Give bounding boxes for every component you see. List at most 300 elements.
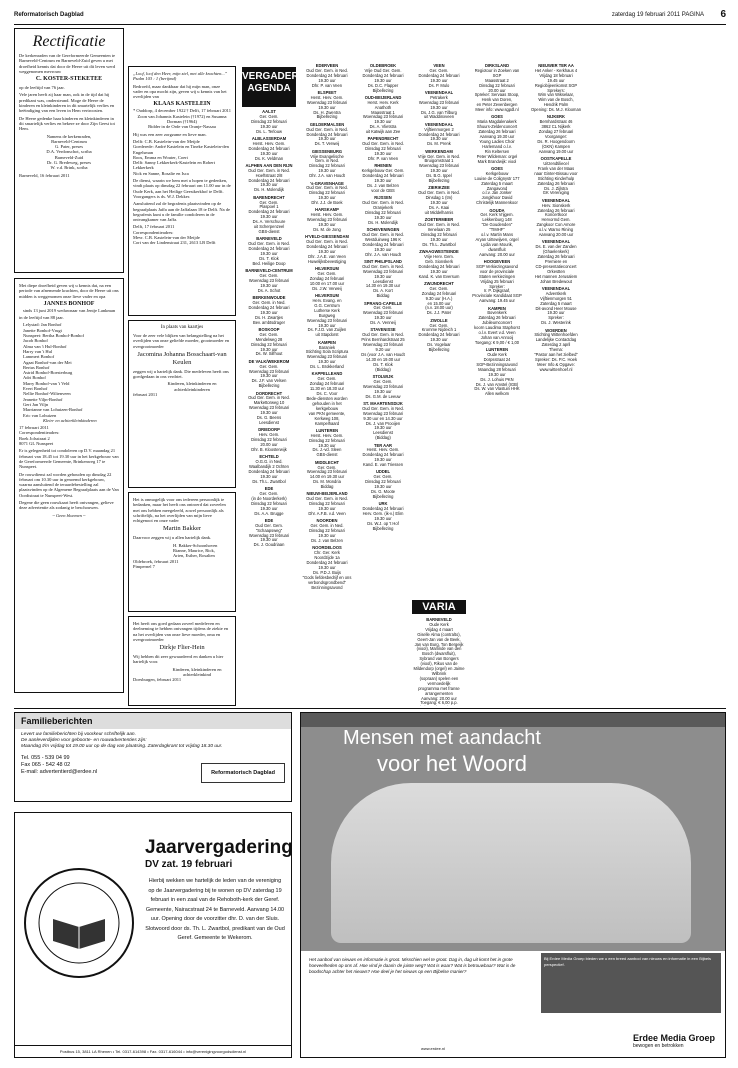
age: in de leeftijd van 88 jaar. — [19, 315, 64, 321]
entry-line: Thema: — [549, 347, 563, 353]
entry-line: Zondag 24 februari — [309, 275, 345, 281]
entry-line: 19.30 uur — [374, 273, 392, 279]
agenda-entry — [412, 186, 466, 215]
entry-line: Oud Ger. Gem. in Ned. — [362, 141, 404, 147]
entry-line: Jubileumconcert — [482, 320, 512, 326]
lead: De kerkenraden van de Gereformeerde Gemeenten te Barneveld-Centrum en Barneveld-Zuid geven u met droefheid kennis dat door de Heere uit dit leven werd weggenomen mevrouw — [19, 53, 116, 74]
entry-line: 19.30 uur — [430, 337, 448, 343]
entry-place: LUNTEREN — [315, 427, 339, 433]
date: februari 2011 — [133, 392, 158, 398]
entry-line: Oud Ger. Gem. in Ned. — [418, 190, 460, 196]
entry-line: 19.30 uur — [430, 200, 448, 206]
text3: De dienst, waarin we hem met u hopen te gedenken, vindt plaats op dinsdag 22 februari om 11.00 uur in de Oude Kerk, aan het Heilige Geestkerkhof te Delft. Voorgangers is ds. W.J. Dekker. — [133, 178, 231, 199]
entry-line: 19.30 uur — [260, 150, 278, 156]
entry-line: Ds. J.G. van Tilburg — [421, 109, 457, 115]
entry-line: Ds. H. Molendijk — [254, 187, 284, 193]
entry-line: Anathoth — [374, 104, 392, 110]
entry-line: 19.30 uur — [260, 214, 278, 220]
entry-line: "Schaapsweg" — [255, 527, 283, 533]
publication-name: Reformatorisch Dagblad — [14, 12, 84, 18]
agenda-entry — [242, 110, 296, 135]
entry-line: Dinsdag 22 februari — [309, 190, 345, 196]
entry-line: voor de GBS — [371, 187, 395, 193]
entry-line: (Ghaelenkerk) — [543, 249, 569, 255]
address: Correspondentieadres: Mevr. C.B. Kastelein-van der Meijde Cort van der Lindenstraat 231, 2613 LB Delft — [133, 229, 216, 246]
entry-line: Ds. M. Prenk — [427, 141, 451, 147]
no-flowers: ~ Geen bloemen ~ — [52, 512, 86, 518]
place: Barneveld, 16 februari 2011 — [19, 172, 70, 178]
entry-line: Woensdag 23 februari — [306, 354, 348, 360]
text: Vele jaren heeft zij haar man, ook in de tijd dat hij predikant was, ondersteund. Moge de Heere de kinderen en kleinkinderen in dit smartelijk verlies en beëindiging van een leven in Hem vertroosten. — [19, 92, 115, 114]
entry-line: 19.30 uur — [318, 249, 336, 255]
entry-line: 19.30 uur — [318, 506, 336, 512]
entry-line: Aanvang 19.30 uur — [479, 134, 515, 140]
entry-place: NOORDEN — [316, 518, 338, 524]
entry-line: Opening: Ds. M.J. Klooman — [530, 107, 582, 113]
entry-place: BARENDRECHT — [253, 194, 285, 200]
entry-line: Ger. Gem. — [259, 363, 279, 369]
page-number: 6 — [720, 9, 726, 20]
entry-line: Gem. in Ned. — [314, 158, 340, 164]
entry-line: Ger. Gem. — [259, 113, 279, 119]
entry-line: 20.00 uur — [260, 442, 278, 447]
entry-line: "De Goudenden" — [481, 222, 513, 228]
entry-line: Zaterdag 26 februari — [537, 180, 575, 186]
deceased-name: JANNES BONHOF — [43, 300, 95, 307]
quote: „Loof, loof den Heer, mijn ziel, met alle krachten...” Psalm 103 : 1 (berijmd) — [133, 71, 228, 82]
entry-line: 19.30 uur — [374, 484, 392, 490]
entry-line: 19.30 uur — [318, 564, 336, 570]
agenda-entry — [242, 519, 296, 548]
entry-line: Louise de Colignystr 177 — [474, 175, 520, 181]
entry-line: Zondag 24 februari — [309, 381, 345, 387]
text: Voor de zeer vele blijken van belangstelling na het overlijden van onze geliefde moeder, grootmoeder en overgrootmoeder — [133, 333, 230, 349]
entry-line: GBS-dienst — [258, 229, 280, 235]
entry-line: Herst. Herv. Gem. — [252, 140, 286, 146]
erdee-logo — [633, 1033, 715, 1049]
entry-line: Ds. R. Hoogendoorn — [537, 138, 575, 144]
jaarvergadering-ad — [14, 812, 292, 1058]
entry-line: Zaterdag 26 februari — [478, 129, 516, 135]
entry-line: Wim van Wikselaar, — [538, 92, 574, 98]
agenda-entry — [300, 341, 354, 370]
entry-place: VEENENDAAL — [541, 239, 571, 245]
agenda-column-1 — [242, 110, 296, 706]
entry-line: Orkestten — [547, 268, 565, 274]
entry-line: Ds. M. de Jong — [313, 227, 341, 233]
entry-line: Dhr. P. van Veen — [311, 82, 343, 88]
entry-line: uit Waddinxveen — [423, 114, 455, 120]
entry-line: (Biddag) — [375, 435, 391, 441]
entry-line: Ds. T. Klok — [373, 361, 393, 367]
email[interactable]: E-mail: advertentierd@erdee.nl — [21, 769, 98, 775]
entry-line: koorn Laudima Staphorst — [474, 325, 520, 331]
agenda-entry — [470, 348, 524, 397]
entry-line: Bijbellezing — [258, 383, 280, 389]
entry-line: 19.30 uur — [374, 119, 392, 125]
entry-line: Oud Ger. Gem. in Ned. — [306, 185, 348, 191]
entry-place: BOSKOOP — [258, 326, 280, 332]
spouse: Zoon van Johannis Kastelein (†1972) en Susanna Dorman (†1964) Bidder in de Orde van Oranje-Nassau — [137, 113, 227, 130]
entry-line: Johan van Anrooij — [480, 334, 514, 340]
agenda-entry — [356, 375, 410, 400]
family: Delft: C.B. Kastelein-van der Meijde Goederede: André Kastelein en Tineke Kastelein-den Engelsman Roos, Emma en Wouter, Coert Delft: Sanny Lekkerkerk-Kastelein en Robert Lekkerkerk Nick en Sanne, Rosalie en Isca — [133, 138, 229, 176]
entry-place: H'VELD-GIESSENDAM — [305, 234, 349, 240]
entry-line: 19.30 uur — [318, 195, 336, 201]
entry-line: "Pastor aan het zielbed" — [534, 352, 578, 358]
entry-line: Ds. P.D.J. Buijs — [313, 569, 341, 575]
ad-banner — [301, 713, 725, 727]
jv-title: Jaarvergadering — [145, 837, 293, 858]
entry-line: Aanvang: 20.00 uur — [421, 695, 457, 701]
entry-line: Oud Ger. Gem. in Ned. — [306, 126, 348, 132]
entry-line: Oud Ger. Gem. in Ned. — [362, 405, 404, 411]
entry-line: 14.00 en 19.30 uur — [309, 474, 345, 480]
entry-line: Dinsdag 1 (tm) — [425, 195, 453, 201]
entry-line: Donderdag 24 februari — [306, 131, 348, 137]
entry-line: 19.30 uur — [430, 77, 448, 83]
entry-place: ZWAAGWESTEINDE — [419, 249, 459, 255]
entry-line: Maandag 28 februari — [478, 366, 516, 372]
agenda-entry — [356, 470, 410, 499]
entry-place: GIESSENBURG — [311, 148, 343, 154]
entry-line: "TIMHF" — [489, 227, 505, 233]
entry-line: 19.30 uur — [260, 282, 278, 288]
entry-line: Donderdag 24 februari — [362, 173, 404, 179]
entry-line: Adventkerk — [545, 290, 567, 296]
agenda-entry — [356, 444, 410, 469]
entry-line: 19.30 uur — [260, 309, 278, 315]
entry-line: 19.30 uur — [318, 322, 336, 328]
entry-line: Oud Ger. Gem. in Ned. — [362, 200, 404, 206]
entry-line: Zaterdag 5 maart — [481, 180, 513, 186]
agenda-entry — [300, 294, 354, 338]
entry-line: Oud Ger. Gem. in Ned. — [306, 67, 348, 73]
entry-line: Ds. Th.L. Zwartbol — [252, 478, 286, 484]
entry-place: VEENENDAAL — [424, 121, 454, 127]
entry-line: Ger. Kerk Vrijgem. — [480, 212, 514, 218]
entry-line: en Peter Zevenbergen — [476, 102, 518, 108]
entry-line: Vrijdag 4 maart — [425, 626, 453, 632]
thanks-flier — [128, 616, 236, 706]
entry-line: 19.30 uur — [260, 182, 278, 188]
entry-line: Ds. T. Verweij — [314, 141, 340, 147]
entry-line: Kand. K. van Eversum — [418, 273, 460, 279]
entry-line: 14.30 en 19.00 uur — [365, 356, 401, 362]
entry-place: ALBLASSERDAM — [251, 135, 287, 141]
entry-place: RHENEN — [374, 163, 392, 169]
entry-line: Young Ladies Choir — [479, 138, 515, 144]
entry-line: o.l.v. Jan Jonker — [482, 190, 512, 196]
entry-place: EDERVEEN — [315, 64, 339, 68]
entry-line: Kerkgebouw Ger. Gem. — [361, 168, 405, 174]
entry-line: Meer info: www.sgpdl.nl — [475, 107, 519, 113]
agenda-entry — [300, 182, 354, 207]
entry-line: Prins Bernhardstraat 25 — [361, 337, 405, 343]
agenda-entry — [470, 209, 524, 258]
age: op de leeftijd van 76 jaar. — [19, 85, 65, 91]
signers: Barneveld-Centrum G. Pater, preses D.A. Verdonschot, scriba Barneveld-Zuid Dr. G. Bredeweg, preses W. v.d. Brink, scriba — [46, 138, 92, 171]
entry-line: Bede-diensten worden — [306, 396, 348, 401]
entry-line: Bijbellezing — [372, 525, 394, 531]
entry-line: Donderdag 24 februari — [418, 332, 460, 338]
entry-line: Dinsdag 22 februari — [309, 163, 345, 169]
entry-line: Ds. A. Kort — [373, 288, 393, 294]
entry-line: Donderdag 24 februari — [418, 263, 460, 269]
entry-line: Donderdag 24 februari — [248, 246, 290, 252]
entry-line: (viool), Rikus van de — [420, 661, 458, 667]
entry-line: Ger. Gem. — [317, 271, 337, 277]
entry-place: GOES — [491, 114, 503, 120]
entry-place: VEENENDAAL — [541, 285, 571, 291]
text2: zeggen wij u hartelijk dank. Die medeleven heeft ons goedgedaan in ons verdriet. — [133, 368, 229, 380]
entry-line: Oud Ger. Gem. in Ned. — [306, 496, 348, 502]
entry-line: Aryan Uittewijven, orgel — [475, 236, 519, 242]
entry-line: Voorganger: — [544, 134, 568, 140]
born: * Ouddorp, 4 december 1922 — [133, 108, 186, 114]
entry-line: Zaterdag 26 februari — [537, 254, 575, 260]
entry-line: Ds. J. Goudriaan — [253, 542, 285, 548]
text2: Daarvoor zeggen wij u allen hartelijk dank. — [133, 535, 212, 541]
entry-line: Dit-avond Heer Mouse — [535, 305, 577, 311]
agenda-entry — [242, 164, 296, 193]
entry-place: BERKENWOUDE — [252, 295, 286, 301]
jv-footer: Postbus 15, 3811 LA Rhenen • Tel. 0317-614398 • Fax. 0317-616044 • info@verenigingvoorgodsdienst.nl — [15, 1045, 291, 1057]
agenda-entry — [528, 64, 584, 113]
entry-line: Regiotour in Zoeken van SGP — [474, 67, 520, 78]
entry-line: Dhr. P. van Veen — [367, 156, 399, 162]
entry-line: Dinsdag 22 februari — [251, 118, 287, 124]
entry-line: van PKN gemeente, — [308, 410, 346, 416]
entry-line: voor de provinciale — [479, 268, 515, 274]
entry-line: (Biddag) — [375, 366, 391, 372]
entry-line: Biddag — [320, 484, 334, 490]
agenda-entry — [356, 328, 410, 372]
entry-line: Ir. P. Dijkgraaf, — [483, 288, 511, 294]
entry-line: Woensdag 23 februari — [306, 99, 348, 105]
entry-line: Ds. Vogelaar — [427, 342, 451, 348]
entry-line: Woensdag 23 februari — [248, 405, 290, 411]
entry-line: Sprekers: — [547, 87, 565, 93]
entry-line: Woensdag 23 februari — [418, 99, 460, 105]
phone: Tel. 055 - 539 04 99 — [21, 755, 70, 761]
entry-place: GELDERMALSEN — [309, 121, 345, 127]
entry-line: Donderdag 24 februari — [248, 209, 290, 215]
entry-line: Ds. T. Klok — [259, 255, 279, 261]
entry-place: URK — [378, 501, 388, 507]
agenda-entry — [356, 96, 410, 135]
entry-line: Dorpsstraat 24 — [483, 357, 511, 362]
entry-line: o.l.v. Evert v.d. Veen — [478, 330, 516, 336]
entry-line: Ds. A. Vlietstra — [369, 124, 397, 130]
entry-line: Spreker: — [548, 315, 564, 321]
entry-line: Ds. A. Verschuure — [252, 219, 286, 225]
entry-line: Dhr. J.J. de Boek — [311, 200, 343, 206]
entry-place: AALST — [262, 110, 276, 114]
entry-line: Woensdag 23 februari — [248, 368, 290, 374]
entry-line: Waalbandijk 2 Ochten — [249, 464, 289, 470]
agenda-entry — [412, 91, 466, 120]
agenda-entry — [242, 328, 296, 357]
entry-line: Dinsdag 22 februari — [251, 437, 287, 443]
entry-line: 14.30 en 19.30 uur — [365, 283, 401, 289]
sign: Kinderen, kleinkinderen en achterkleinkind — [172, 666, 222, 678]
entry-line: Herst. Herv. Gem. — [310, 94, 344, 100]
entry-line: Aanvang 20.00 uur — [538, 232, 574, 238]
entry-place: GOUDA — [489, 207, 505, 213]
entry-line: GBS-dienst — [316, 452, 338, 458]
entry-line: Dinsdag 22 februari — [309, 528, 345, 534]
entry-line: Bed. Heilige Doop — [252, 260, 286, 266]
entry-line: Dhr. J.A. van Houdt — [309, 173, 345, 179]
entry-line: Woensdag 23 februari — [362, 410, 404, 416]
entry-line: Zaterdag 26 februari — [537, 207, 575, 213]
entry-place: STOLWIJK — [372, 373, 394, 379]
place: Oldebroek, februari 2011 Pimpernel 7 — [133, 558, 179, 569]
text2: De Heere gedenke haar kinderen en kleinkinderen in dit smartelijk verlies en bekere ze door Zijn Geest tot Hem. — [19, 115, 115, 132]
entry-line: Ds. W.J. op 't Hof — [367, 520, 399, 526]
entry-line: Premiere en — [544, 259, 568, 264]
entry-line: Ds. K. Veldman — [254, 155, 284, 161]
agenda-entry — [242, 269, 296, 294]
entry-line: Zangavond — [486, 185, 508, 191]
entry-line: Ger. Gem. — [317, 464, 337, 470]
entry-line: Allen welkom — [484, 391, 510, 397]
entry-line: 19.45 uur — [547, 77, 565, 83]
open-bible-image — [331, 783, 691, 943]
entry-line: Ds. J. Westerink — [541, 320, 571, 326]
entry-line: Zaterdag 26 februari — [478, 315, 516, 321]
agenda-entry — [528, 115, 584, 154]
entry-line: Ger. Gem. — [373, 474, 393, 480]
entry-line: Oud Ger. Gem. in Ned. — [248, 167, 290, 173]
entry-line: Dinsdag 22 februari — [309, 501, 345, 507]
entry-line: Dinsdag 22 februari — [365, 479, 401, 485]
entry-place: EDE — [264, 517, 274, 523]
entry-line: Maasstraat 2 — [485, 77, 509, 83]
entry-line: 19.30 uur — [374, 178, 392, 184]
entry-line: Zaterdag 5 maart — [540, 300, 572, 306]
sign: Kinderen, kleinkinderen en achterkleinkinderen — [167, 381, 217, 392]
entry-line: Jan van Burg, Ton Bergeijk — [414, 641, 464, 647]
entry-line: programma met franse arrangementen — [418, 685, 460, 696]
entry-line: Donderdag 24 februari — [248, 177, 290, 183]
entry-place: NIJKERK — [547, 114, 565, 120]
entry-place: PAPENDRECHT — [367, 136, 399, 142]
agenda-column-5 — [470, 64, 524, 706]
entry-place: HARSKAMP — [315, 207, 339, 213]
entry-line: Henk van Doren, — [481, 97, 513, 103]
agenda-entry — [412, 123, 466, 148]
entry-line: Herst. Herv. Gem. — [366, 447, 400, 453]
entry-line: Ds. J.-vd. Sleen — [312, 447, 342, 453]
entry-line: Woensdag 23 februari — [248, 532, 290, 538]
entry-line: 19.30 uur — [260, 251, 278, 257]
entry-line: Ds. J. van Amstel (IGB) — [475, 381, 519, 387]
entry-line: Dinsdag 22 februari — [365, 146, 401, 152]
announcement-koster — [14, 28, 124, 273]
entry-place: OUD-BEIJERLAND — [364, 94, 402, 100]
ad-url[interactable]: www.erdee.nl — [421, 1046, 446, 1051]
entry-line: Maria Magdalenakerk — [477, 119, 517, 125]
entry-line: 19.30 uur — [318, 359, 336, 365]
entry-line: Woensdag 23 februari — [362, 310, 404, 316]
entry-line: Oud Ger. Gem. in Ned. — [362, 231, 404, 237]
agenda-entry — [528, 287, 584, 326]
text2: De rouwdienst zal worden gehouden op dinsdag 22 februari om 10.30 uur in genoemd kerkgebouw, waarna aansluitend de teraardebestelling zal plaatsvinden op de Algemene Begraafplaats aan de Van Oordtstraat te Nunspeet-West. — [19, 471, 119, 498]
entry-line: dwarsfluit — [488, 246, 506, 252]
entry-line: SGP-Bezinningsavond — [476, 361, 518, 367]
entry-line: Ds. A. Kaai — [428, 205, 450, 211]
entry-line: Westduinweg 196 K — [364, 236, 402, 242]
entry-line: Ger. Gem. — [429, 285, 449, 291]
entry-line: Stichting Wittenhoefden — [534, 332, 578, 338]
entry-line: Zangkoor Con Amore — [536, 222, 576, 228]
entry-line: SGP Verkiezingsavond — [476, 263, 518, 269]
entry-place: LUNTEREN — [485, 347, 509, 353]
agenda-entry — [412, 150, 466, 184]
entry-line: Ds. Th.L. Zwartbol — [422, 241, 456, 247]
entry-line: Donderdag 24 februari — [248, 145, 290, 151]
entry-line: 11.30 en 18.30 uur — [309, 386, 345, 392]
entry-line: Herv. Evang. en — [312, 298, 342, 303]
entry-line: Mildendorp (orgel) en Jaime Wilbrink — [413, 666, 465, 676]
agenda-entry — [470, 115, 524, 164]
entry-line: Ds. B.G. Ippel — [426, 173, 452, 179]
entry-line: 9.20 uur — [375, 347, 391, 353]
entry-line: Lekkenburg 148 — [482, 217, 512, 223]
entry-line: Huwelijksbevestiging — [308, 258, 346, 264]
entry-line: Woensdag 23 februari — [418, 163, 460, 169]
entry-line: Spreker: Servaas Stoop, — [474, 92, 520, 98]
entry-line: Herst. Herv. Gem. — [310, 212, 344, 218]
entry-line: Biddag — [376, 293, 390, 299]
entry-line: 3862 CL Nijkerk — [541, 124, 571, 130]
entry-place: OOSTKAPELLE — [540, 156, 572, 162]
text: Er is gelegenheid tot condoleren op D.V. maandag 21 februari van 18.45 tot 19.30 uur in het kerkgebouw van de Gereformeerde Gemeente, Brinkenweg 17 te Nunspeet. — [19, 448, 119, 470]
text2: Hij was een zeer zorgzame en lieve man. — [133, 131, 207, 137]
entry-line: Vrije Ger. Gem. in Ned. — [417, 153, 461, 159]
entry-place: SCHEVENINGEN — [366, 227, 400, 233]
entry-line: Ds. J. van Prooijen — [365, 420, 401, 426]
entry-line: Toegang: € 9,00 / € 1,00 — [474, 339, 520, 345]
entry-line: 19.30 uur — [430, 268, 448, 274]
announcement-bonhof — [14, 278, 124, 693]
entry-place: BARNEVELD — [426, 618, 452, 622]
entry-line: Aanvang: 19.45 uur — [479, 298, 515, 304]
rd-logo: Reformatorisch Dagblad — [201, 763, 285, 783]
entry-line: G.G. Centrum — [314, 302, 340, 308]
issue-date: zaterdag 19 februari 2011 PAGINA — [611, 12, 704, 18]
entry-line: Dinsdag 22 februari — [309, 437, 345, 443]
agenda-entry — [412, 218, 466, 247]
died: † Delft, 17 februari 2011 — [186, 108, 231, 114]
entry-line: Dinsdag 22 februari — [479, 82, 515, 88]
entry-line: Ds. W. Silfhout — [255, 351, 283, 357]
entry-line: uit Scherpenzeel — [253, 224, 285, 230]
agenda-entry — [356, 137, 410, 162]
family: Lelystad: Jan Bonhof Janette Bonhof-Vrugt Nunspeet: Bertha Bonhof-Bonhof Jacob Bonhof Alma van 't Hul-Bonhof Harry van 't Hul Lammert Bonhof Agaat Bonhof-van der Mei Bertus Bonhof Astrid Bonhof-Boesterburg Adri Bonhof Marry Bonhof-van 't Veld Evert Bonhof Nellie Bonhof-Wiltenveen Jeanette Viljn-Bonhof Gert Jan Viljn Marrianne van Lohuizen-Bonhof Eric van Lohuizen — [23, 322, 84, 418]
text3: Degene die geen rouwkaart heeft ontvangen, gelieve deze advertentie als zodanig te beschouwen. — [19, 499, 114, 511]
agenda-entry — [300, 372, 354, 426]
agenda-entry — [412, 319, 466, 353]
agenda-entry — [300, 150, 354, 179]
entry-line: Dhr. J.A. van Houdt — [365, 251, 401, 257]
agenda-entry — [356, 228, 410, 257]
entry-line: Bijbellezing — [372, 87, 394, 93]
agenda-entry — [528, 157, 584, 196]
entry-line: Ds. D.C. Flapper — [367, 82, 399, 88]
